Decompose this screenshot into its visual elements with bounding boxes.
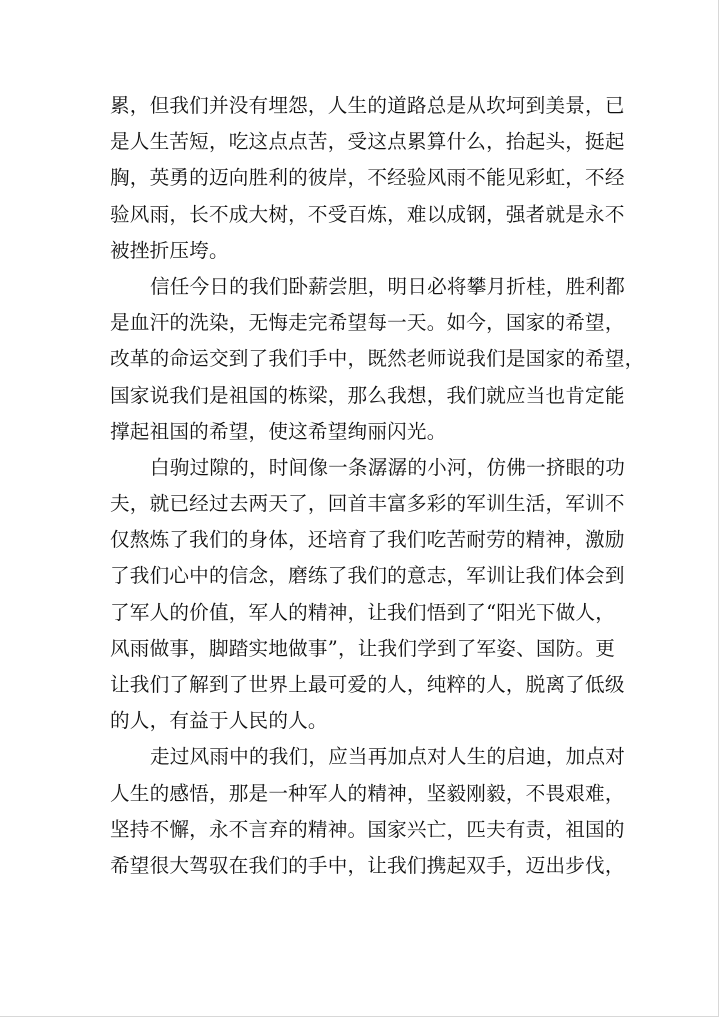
text-line: 的人，有益于人民的人。 <box>110 709 328 733</box>
text-line: 白驹过隙的，时间像一条潺潺的小河，仿佛一挤眼的功 <box>150 455 626 479</box>
text-line: 是血汗的洗染，无悔走完希望每一天。如今，国家的希望， <box>110 311 625 335</box>
text-line: 仅熬炼了我们的身体，还培育了我们吃苦耐劳的精神，激励 <box>110 528 625 552</box>
text-line: 了军人的价值，军人的精神，让我们悟到了“阳光下做人， <box>110 600 616 624</box>
text-line: 被挫折压垮。 <box>110 238 229 262</box>
text-line: 撑起祖国的希望，使这希望绚丽闪光。 <box>110 419 447 443</box>
text-line: 信任今日的我们卧薪尝胆，明日必将攀月折桂，胜利都 <box>150 274 626 298</box>
text-line: 是人生苦短，吃这点点苦，受这点累算什么，抬起头，挺起 <box>110 130 625 154</box>
text-line: 坚持不懈，永不言弃的精神。国家兴亡，匹夫有责，祖国的 <box>110 817 625 841</box>
text-line: 风雨做事，脚踏实地做事”，让我们学到了军姿、国防。更 <box>110 636 616 660</box>
paragraph <box>110 88 625 269</box>
text-line: 验风雨，长不成大树，不受百炼，难以成钢，强者就是永不 <box>110 202 625 226</box>
body-text <box>110 88 645 884</box>
text-line: 让我们了解到了世界上最可爱的人，纯粹的人，脱离了低级 <box>110 673 625 696</box>
text-line: 胸，英勇的迈向胜利的彼岸，不经验风雨不能见彩虹，不经 <box>110 166 625 190</box>
text-line: 了我们心中的信念，磨练了我们的意志，军训让我们体会到 <box>110 564 625 588</box>
text-line: 国家说我们是祖国的栋梁，那么我想，我们就应当也肯定能 <box>110 383 625 407</box>
text-line: 人生的感悟，那是一种军人的精神，坚毅刚毅，不畏艰难， <box>110 781 625 805</box>
text-line: 夫，就已经过去两天了，回首丰富多彩的军训生活，军训不 <box>110 492 625 516</box>
text-line: 走过风雨中的我们，应当再加点对人生的启迪，加点对 <box>150 745 626 769</box>
text-line: 改革的命运交到了我们手中，既然老师说我们是国家的希望， <box>110 347 645 371</box>
text-line: 希望很大驾驭在我们的手中，让我们携起双手，迈出步伐， <box>110 853 625 877</box>
paragraph <box>110 450 626 740</box>
text-line: 累，但我们并没有埋怨，人生的道路总是从坎坷到美景，已 <box>110 94 625 117</box>
paragraph <box>110 269 645 450</box>
paragraph <box>110 739 626 884</box>
